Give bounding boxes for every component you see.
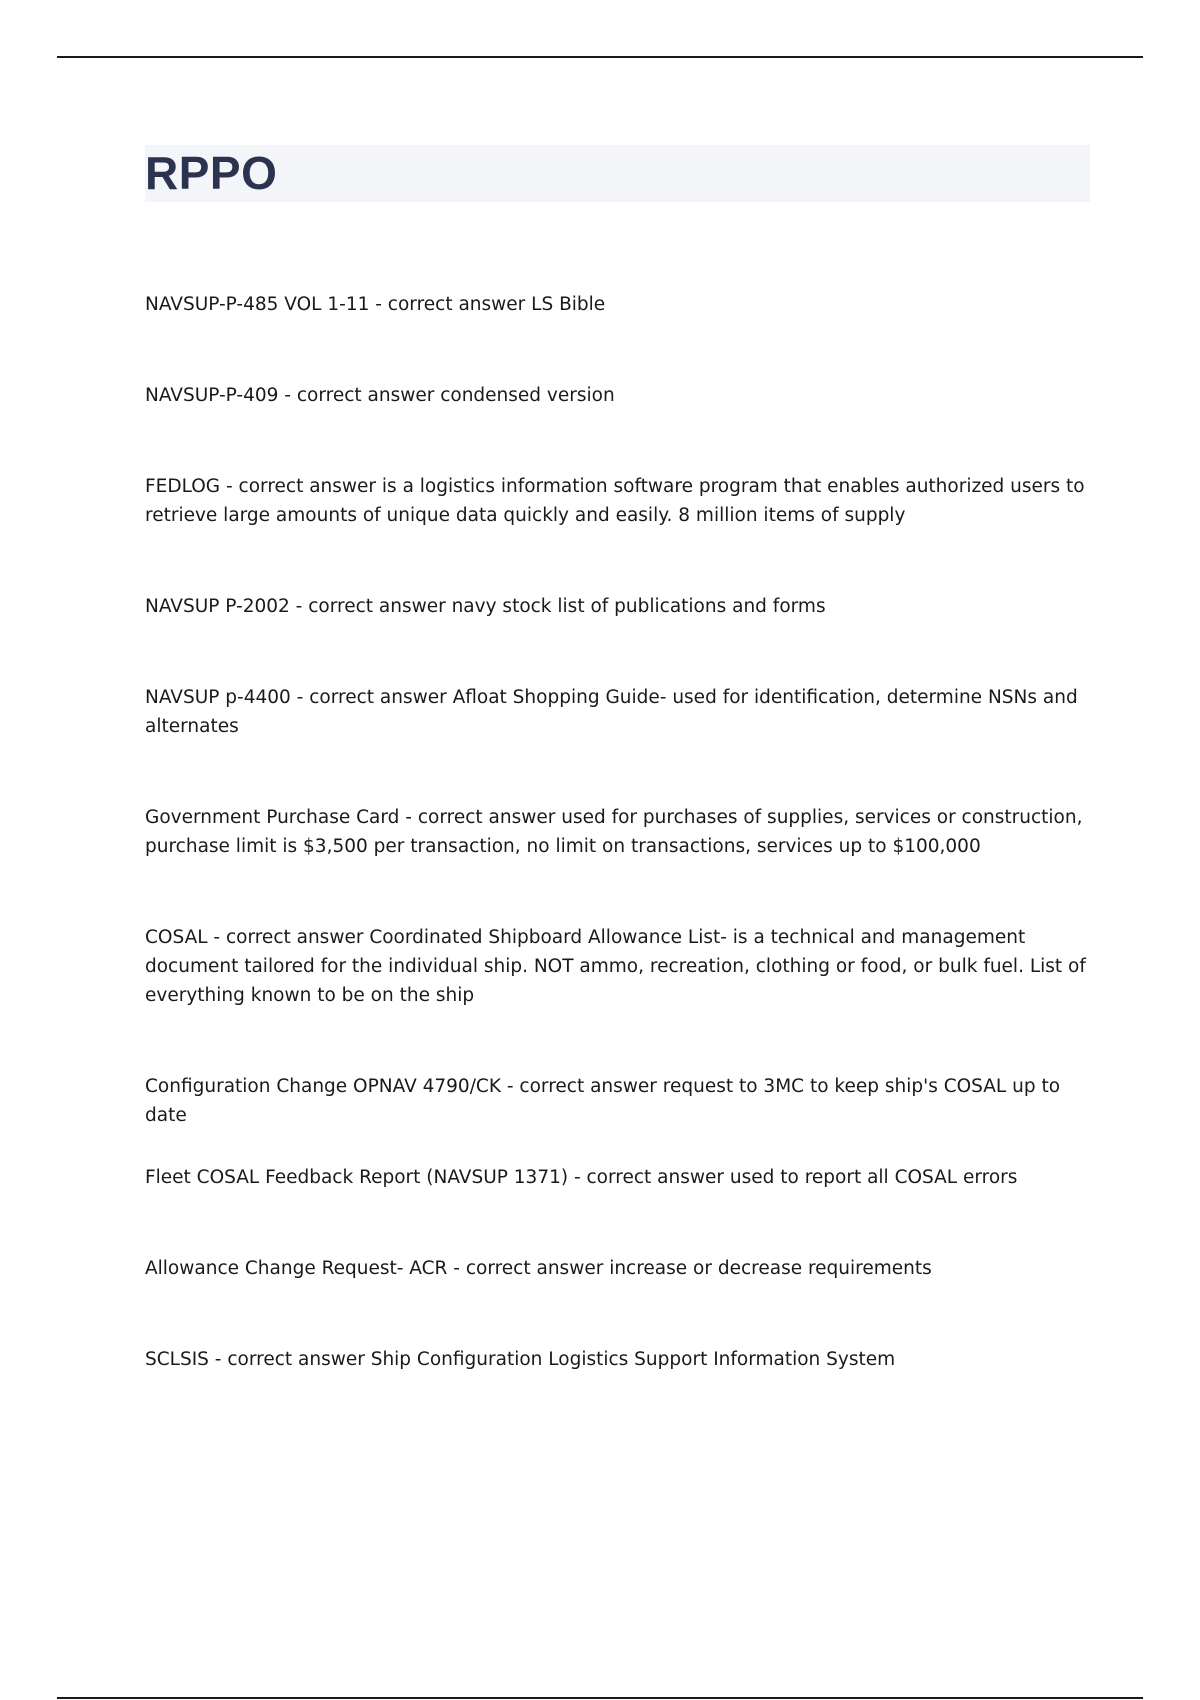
list-item: FEDLOG - correct answer is a logistics information software program that enables authorized users to retrieve large amounts of unique data quickly and easily. 8 million items of supply	[145, 476, 1085, 526]
list-item: NAVSUP P-2002 - correct answer navy stock list of publications and forms	[145, 596, 826, 617]
list-item: Allowance Change Request- ACR - correct answer increase or decrease requirements	[145, 1258, 932, 1279]
bottom-divider	[57, 1697, 1143, 1699]
list-item: Government Purchase Card - correct answer used for purchases of supplies, services or construction, purchase limit is $3,500 per transaction, no limit on transactions, services up to $100,000	[145, 807, 1083, 857]
title-banner	[145, 145, 1090, 202]
list-item: COSAL - correct answer Coordinated Shipboard Allowance List- is a technical and management document tailored for the individual ship. NOT ammo, recreation, clothing or food, or bulk fuel. List of everything known to be on the ship	[145, 927, 1086, 1006]
top-divider	[57, 56, 1143, 58]
list-item: NAVSUP-P-409 - correct answer condensed version	[145, 385, 615, 406]
list-item: SCLSIS - correct answer Ship Configuration Logistics Support Information System	[145, 1349, 896, 1370]
list-item: NAVSUP-P-485 VOL 1-11 - correct answer LS Bible	[145, 294, 606, 315]
list-item: Fleet COSAL Feedback Report (NAVSUP 1371) - correct answer used to report all COSAL errors	[145, 1167, 1018, 1188]
document-title: RPPO	[145, 147, 278, 199]
list-item: NAVSUP p-4400 - correct answer Afloat Shopping Guide- used for identification, determine NSNs and alternates	[145, 687, 1078, 737]
list-item: Configuration Change OPNAV 4790/CK - correct answer request to 3MC to keep ship's COSAL up to date	[145, 1076, 1061, 1126]
